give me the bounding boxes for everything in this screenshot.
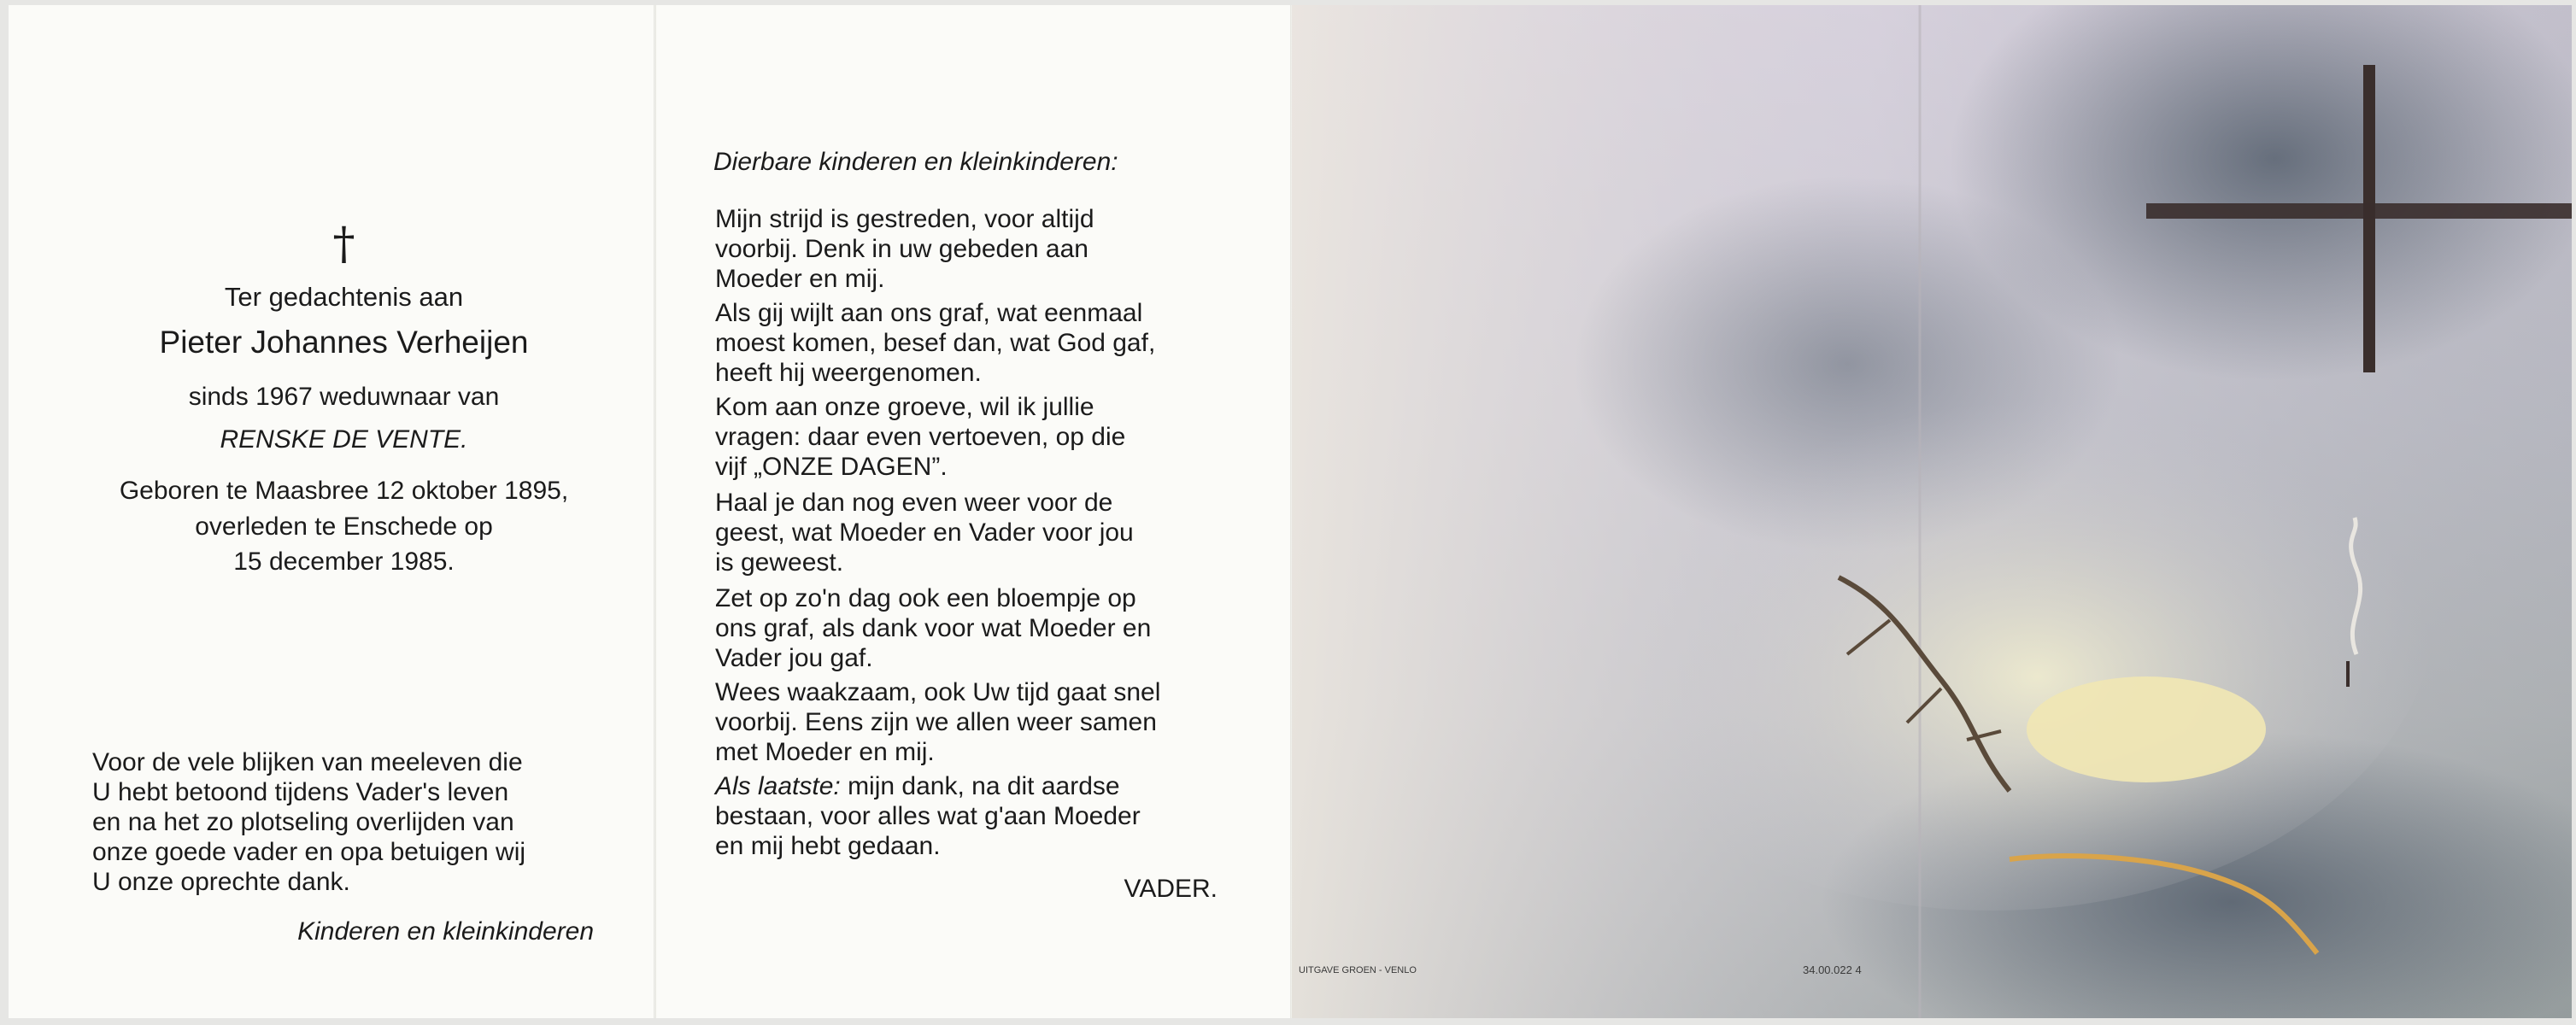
signature: VADER. — [1124, 875, 1218, 903]
closing-line — [715, 772, 1120, 801]
cross-symbol: † — [332, 219, 355, 270]
light-glow — [1548, 296, 2437, 911]
candle-wick — [2346, 661, 2350, 687]
death-date: 15 december 1985. — [233, 548, 455, 576]
candle — [2027, 676, 2266, 782]
poem-line: vragen: daar even vertoeven, op die — [715, 423, 1126, 451]
closing-line: en mij hebt gedaan. — [715, 832, 941, 860]
artwork-panel — [1292, 5, 2572, 1018]
poem-line: Haal je dan nog even weer voor de — [715, 489, 1113, 517]
in-memory-text: Ter gedachtenis aan — [224, 282, 464, 312]
poem-line: voorbij. Denk in uw gebeden aan — [715, 235, 1088, 263]
poem-line: Kom aan onze groeve, wil ik jullie — [715, 393, 1094, 421]
poem-line: vijf „ONZE DAGEN”. — [715, 453, 948, 481]
deceased-name: Pieter Johannes Verheijen — [159, 325, 529, 360]
closing-line: bestaan, voor alles wat g'aan Moeder — [715, 802, 1141, 830]
poem-line: Wees waakzaam, ook Uw tijd gaat snel — [715, 678, 1161, 706]
poem-line: Als gij wijlt aan ons graf, wat eenmaal — [715, 299, 1143, 327]
poem-line: ons graf, als dank voor wat Moeder en — [715, 614, 1152, 642]
publisher-credit: UITGAVE GROEN - VENLO — [1299, 965, 1417, 975]
death-line: overleden te Enschede op — [195, 512, 493, 541]
poem-line: geest, wat Moeder en Vader voor jou — [715, 518, 1134, 547]
poem-line: heeft hij weergenomen. — [715, 359, 982, 387]
poem-line: is geweest. — [715, 548, 844, 577]
thanks-signoff: Kinderen en kleinkinderen — [297, 917, 594, 946]
poem-line: Vader jou gaf. — [715, 644, 873, 672]
poem-line: Moeder en mij. — [715, 265, 885, 293]
artwork-illustration — [1292, 5, 2572, 1018]
birth-line: Geboren te Maasbree 12 oktober 1895, — [119, 477, 569, 505]
thanks-line: U onze oprechte dank. — [92, 868, 350, 896]
thanks-line: U hebt betoond tijdens Vader's leven — [92, 778, 509, 806]
thanks-line: en na het zo plotseling overlijden van — [92, 808, 514, 836]
closing-text: mijn dank, na dit aardse — [840, 772, 1120, 800]
thanks-line: Voor de vele blijken van meeleven die — [92, 748, 523, 776]
cross-horizontal — [2146, 203, 2572, 219]
poem-line: voorbij. Eens zijn we allen weer samen — [715, 708, 1157, 736]
poem-line: met Moeder en mij. — [715, 738, 935, 766]
thanks-line: onze goede vader en opa betuigen wij — [92, 838, 526, 866]
salutation: Dierbare kinderen en kleinkinderen: — [713, 148, 1118, 176]
poem-line: moest komen, besef dan, wat God gaf, — [715, 329, 1156, 357]
widower-line: sinds 1967 weduwnaar van — [188, 383, 500, 411]
poem-line: Zet op zo'n dag ook een bloempje op — [715, 584, 1136, 612]
print-code: 34.00.022 4 — [1803, 964, 1862, 976]
closing-label: Als laatste: — [715, 772, 841, 800]
spouse-name: RENSKE DE VENTE. — [220, 425, 468, 454]
poem-line: Mijn strijd is gestreden, voor altijd — [715, 205, 1094, 233]
